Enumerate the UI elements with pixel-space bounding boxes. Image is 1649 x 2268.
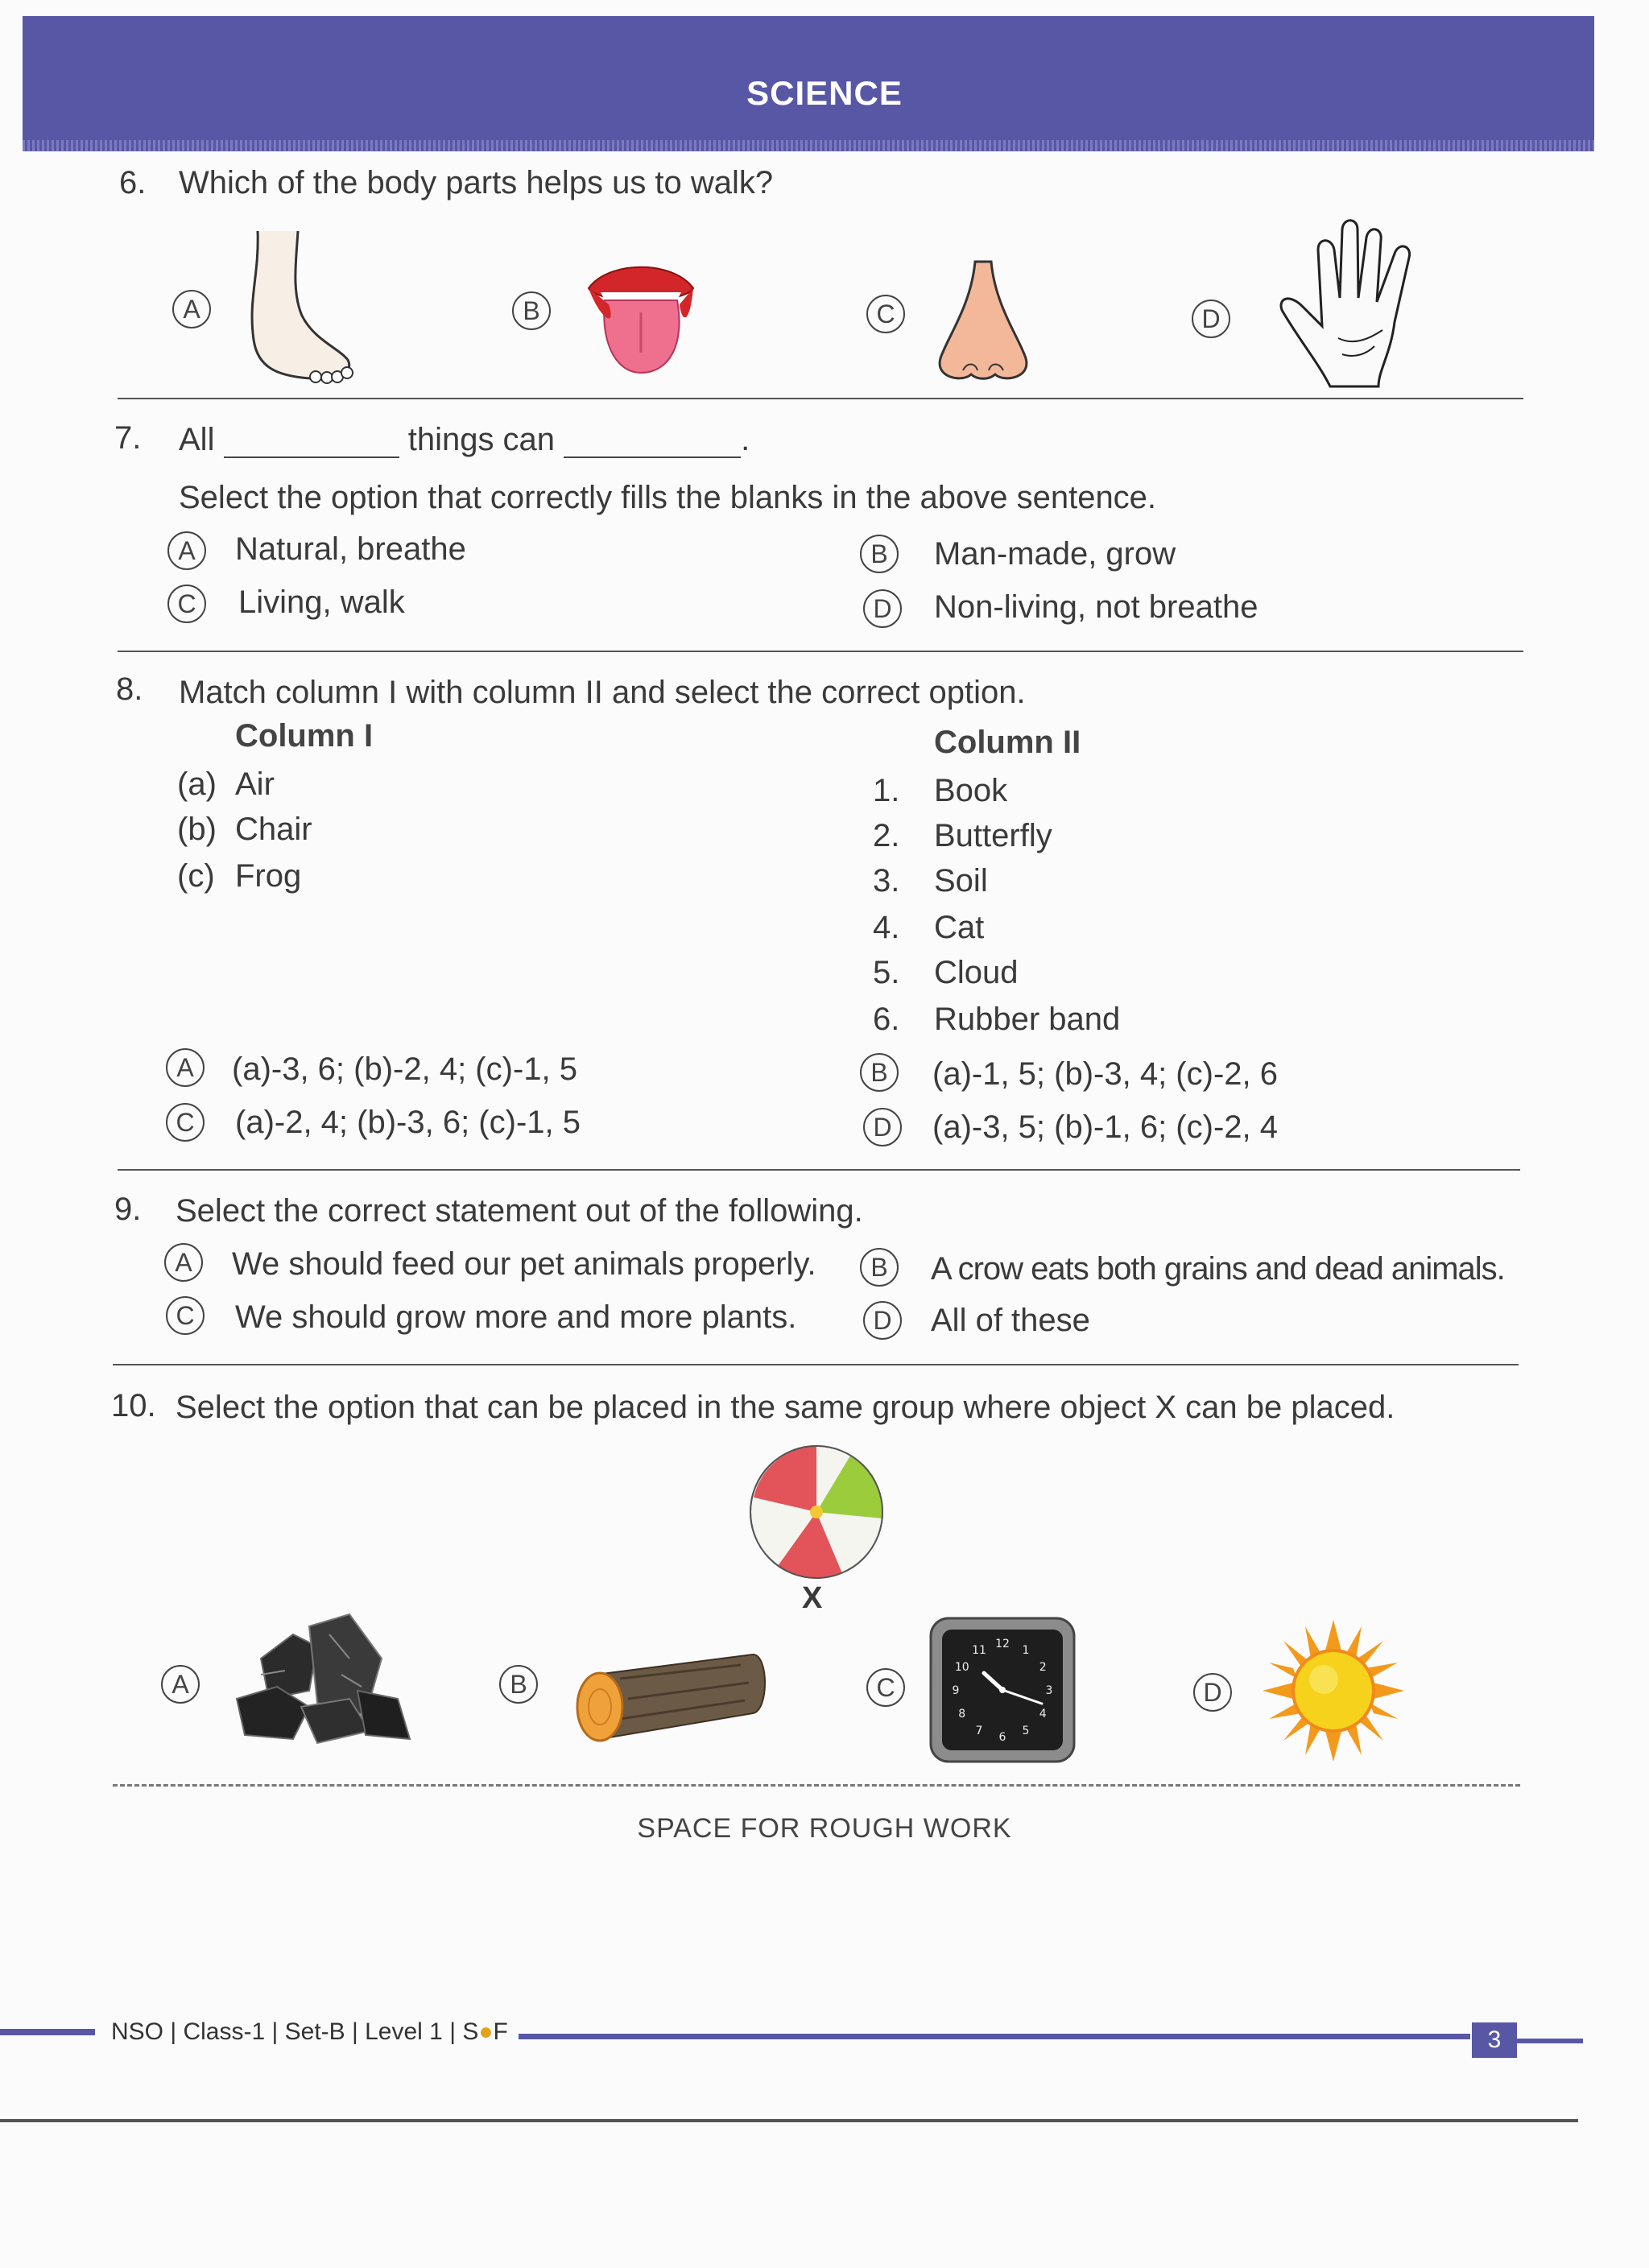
q7-blank-2	[564, 420, 741, 458]
hand-icon	[1274, 217, 1435, 395]
q9-option-b[interactable]: B	[860, 1248, 899, 1287]
q6-number: 6.	[119, 165, 147, 200]
q9-option-b-text: A crow eats both grains and dead animals.	[931, 1251, 1505, 1287]
q6-option-b[interactable]: B	[512, 291, 551, 330]
clock-numeral: 4	[1039, 1708, 1047, 1721]
q7-option-b-text: Man-made, grow	[934, 536, 1176, 572]
q7-stem-part2: things can	[407, 422, 556, 457]
q7-number: 7.	[114, 420, 142, 456]
q6-option-c[interactable]: C	[866, 295, 905, 333]
q7-option-c-text: Living, walk	[238, 585, 405, 620]
wall-clock-icon	[928, 1615, 1077, 1765]
rough-work-label: SPACE FOR ROUGH WORK	[637, 1813, 1012, 1844]
object-x-label: X	[802, 1581, 823, 1615]
q8-number: 8.	[116, 671, 143, 707]
q7-blank-1	[224, 420, 399, 458]
clock-numeral: 10	[954, 1661, 969, 1674]
q7-option-d[interactable]: D	[863, 589, 902, 628]
col1-item: Chair	[235, 812, 312, 847]
q9-option-a-text: We should feed our pet animals properly.	[232, 1246, 816, 1282]
page-bottom-edge	[0, 2119, 1578, 2122]
clock-numeral: 9	[952, 1684, 960, 1697]
q7-text: Select the option that correctly fills the blanks in the above sentence.	[179, 480, 1157, 515]
col1-item: Frog	[235, 858, 302, 894]
col2-item: Cat	[934, 910, 985, 945]
q8-option-c-text: (a)-2, 4; (b)-3, 6; (c)-1, 5	[235, 1105, 581, 1140]
footer-logo-letter: F	[493, 2018, 508, 2045]
clock-numeral: 6	[998, 1731, 1006, 1744]
clock-numeral: 3	[1045, 1684, 1053, 1697]
clock-numeral: 5	[1022, 1725, 1030, 1738]
wooden-log-icon	[572, 1642, 773, 1747]
col2-key: 5.	[873, 955, 900, 990]
footer-logo-bulb-icon: ●	[478, 2018, 494, 2045]
q9-number: 9.	[114, 1192, 142, 1227]
q6-option-a[interactable]: A	[172, 290, 211, 328]
q8-option-a-text: (a)-3, 6; (b)-2, 4; (c)-1, 5	[232, 1051, 577, 1087]
q7-option-b[interactable]: B	[860, 535, 899, 573]
clock-numeral: 7	[975, 1725, 983, 1738]
clock-numeral: 2	[1039, 1661, 1047, 1674]
q8-option-b-text: (a)-1, 5; (b)-3, 4; (c)-2, 6	[932, 1056, 1278, 1092]
divider-q7	[118, 651, 1523, 652]
coal-icon	[229, 1610, 414, 1747]
col1-item: Air	[235, 766, 275, 802]
q8-option-a[interactable]: A	[166, 1048, 205, 1087]
col2-item: Book	[934, 773, 1008, 808]
q7-stem	[179, 420, 750, 458]
clock-numeral: 11	[972, 1643, 986, 1657]
nose-icon	[931, 258, 1035, 386]
col1-key: (a)	[177, 766, 217, 802]
footer-text	[111, 2018, 508, 2046]
clock-numeral: 1	[1022, 1643, 1030, 1657]
q6-text: Which of the body parts helps us to walk?	[179, 165, 774, 200]
q9-option-c[interactable]: C	[166, 1296, 205, 1335]
rough-work-divider	[113, 1784, 1520, 1787]
col2-key: 3.	[873, 863, 900, 899]
sun-icon	[1261, 1618, 1406, 1763]
col1-key: (c)	[177, 858, 215, 894]
mouth-tongue-icon	[585, 256, 697, 377]
divider-q6	[118, 398, 1523, 399]
page-number: 3	[1472, 2022, 1517, 2058]
q7-option-d-text: Non-living, not breathe	[934, 589, 1258, 625]
q10-option-b[interactable]: B	[499, 1665, 538, 1704]
q7-option-a-text: Natural, breathe	[235, 531, 466, 567]
divider-q9	[113, 1364, 1519, 1365]
q7-option-a[interactable]: A	[167, 531, 206, 570]
q9-text: Select the correct statement out of the following.	[176, 1193, 863, 1229]
divider-q8	[118, 1169, 1520, 1171]
q10-text: Select the option that can be placed in the same group where object X can be placed.	[176, 1390, 1395, 1425]
col2-key: 6.	[873, 1002, 900, 1037]
q7-stem-end: .	[741, 422, 750, 457]
q6-option-d[interactable]: D	[1192, 300, 1230, 338]
clock-numeral: 8	[958, 1708, 966, 1721]
column-1-heading: Column I	[235, 718, 374, 754]
col2-item: Soil	[934, 863, 988, 899]
q9-option-c-text: We should grow more and more plants.	[235, 1299, 797, 1335]
subject-title: SCIENCE	[746, 74, 903, 112]
q10-number: 10.	[111, 1388, 156, 1423]
foot-icon	[242, 227, 362, 388]
clock-numeral: 12	[995, 1638, 1010, 1650]
q10-option-a[interactable]: A	[161, 1665, 200, 1704]
q8-text: Match column I with column II and select the correct option.	[179, 675, 1026, 710]
col1-key: (b)	[177, 812, 217, 847]
q7-option-c[interactable]: C	[167, 585, 206, 623]
q10-option-d[interactable]: D	[1193, 1673, 1232, 1712]
col2-item: Cloud	[934, 955, 1019, 990]
column-2-heading: Column II	[934, 725, 1081, 760]
q9-option-d[interactable]: D	[863, 1301, 902, 1340]
col2-item: Butterfly	[934, 818, 1052, 853]
q7-stem-part1: All	[179, 422, 215, 457]
col2-item: Rubber band	[934, 1002, 1121, 1037]
beach-ball-icon	[746, 1441, 887, 1583]
q9-option-d-text: All of these	[931, 1303, 1090, 1338]
q10-option-c[interactable]: C	[866, 1668, 905, 1707]
footer-line-right	[519, 2034, 1470, 2039]
footer-line-end	[1517, 2039, 1583, 2043]
footer-line-left	[0, 2029, 95, 2035]
col2-key: 2.	[873, 818, 900, 853]
q8-option-c[interactable]: C	[166, 1103, 205, 1142]
q8-option-d-text: (a)-3, 5; (b)-1, 6; (c)-2, 4	[932, 1109, 1278, 1145]
q9-option-a[interactable]: A	[164, 1243, 203, 1282]
q8-option-b[interactable]: B	[860, 1053, 899, 1092]
col2-key: 4.	[873, 910, 900, 945]
q8-option-d[interactable]: D	[863, 1108, 902, 1146]
footer-label: NSO | Class-1 | Set-B | Level 1 | S	[111, 2018, 479, 2045]
col2-key: 1.	[873, 773, 900, 808]
